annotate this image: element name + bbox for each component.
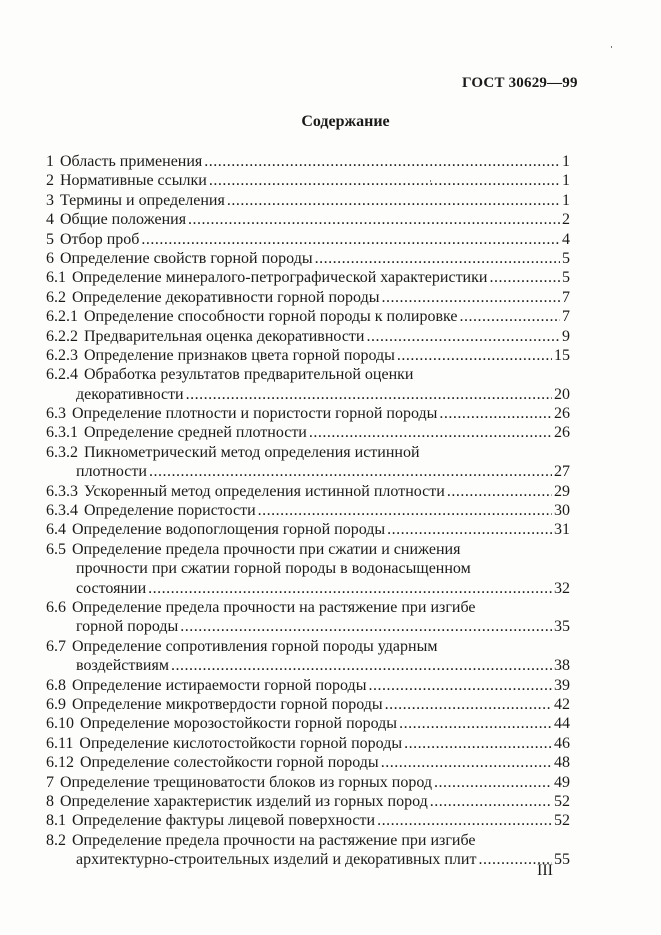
toc-section-number: 6.3.2 [46,443,78,461]
toc-page-number: 39 [554,676,570,694]
toc-section-number: 4 [46,211,54,229]
toc-entry-line [46,501,570,520]
toc-dot-leader [149,462,552,481]
toc-section-title: прочности при сжатии горной породы в водонасыщенном [76,560,471,578]
toc-page-number: 35 [554,618,570,636]
toc-section-title: Определение характеристик изделий из горных пород [60,792,428,810]
toc-entry [46,152,570,171]
toc-dot-leader [447,482,552,501]
toc-entry [46,734,570,753]
toc-section-number: 6.3.1 [46,424,78,442]
toc-entry-continuation [46,656,570,675]
toc-section-title: декоративности [76,385,184,403]
toc-entry [46,540,570,598]
toc-section-number: 6.8 [46,676,66,694]
toc-dot-leader [489,268,560,287]
toc-section-title: Определение солестойкости горной породы [80,754,379,772]
toc-section-title: Определение способности горной породы к полировке [84,308,458,326]
toc-entry [46,695,570,714]
toc-section-title: Отбор проб [60,230,140,248]
toc-section-number: 6.2.1 [46,308,78,326]
toc-dot-leader [315,249,560,268]
toc-dot-leader [141,230,560,249]
toc-section-title: Обработка результатов предварительной оценки [84,366,414,384]
toc-dot-leader [385,695,552,714]
toc-section-number: 6.5 [46,540,66,558]
toc-dot-leader [209,171,560,190]
toc-section-title: Определение кислотостойкости горной породы [79,734,403,752]
toc-section-number: 6.6 [46,598,66,616]
toc-page-number: 32 [554,579,570,597]
toc-entry [46,191,570,210]
toc-section-number: 6.2.4 [46,366,78,384]
toc-entry-line [46,288,570,307]
toc-section-number: 7 [46,773,54,791]
toc-entry-line [46,346,570,365]
toc-section-title: Нормативные ссылки [60,172,207,190]
toc-page-number: 46 [554,734,570,752]
toc-entry-line [46,191,570,210]
toc-entry [46,249,570,268]
toc-section-title: горной породы [76,618,179,636]
toc-page-number: 1 [562,191,570,209]
toc-dot-leader [430,792,552,811]
toc-entry-continuation [46,385,570,404]
toc-entry-line [46,598,570,617]
toc-entry-line [46,365,570,384]
toc-section-number: 3 [46,191,54,209]
toc-entry [46,423,570,442]
toc-dot-leader [459,307,560,326]
toc-entry [46,288,570,307]
toc-section-title: Определение признаков цвета горной породы [84,346,395,364]
toc-page-number: 38 [554,657,570,675]
toc-page-number: 4 [562,230,570,248]
toc-section-title: состоянии [76,579,147,597]
toc-entry-line [46,714,570,733]
toc-entry-line [46,753,570,772]
toc-entry-continuation [46,579,570,598]
toc-dot-leader [404,734,552,753]
toc-dot-leader [188,210,560,229]
toc-section-number: 2 [46,172,54,190]
toc-section-number: 6.2.3 [46,346,78,364]
toc-section-title: Определение предела прочности на растяжение при изгибе [72,598,476,616]
toc-section-number: 6 [46,249,54,267]
toc-section-title: Определение истираемости горной породы [72,676,367,694]
toc-entry [46,171,570,190]
toc-section-title: Определение предела прочности при сжатии и снижения [72,540,461,558]
toc-section-number: 6.3.4 [46,502,78,520]
toc-section-number: 6.3 [46,405,66,423]
toc-section-number: 6.3.3 [46,482,78,500]
toc-page-number: 31 [554,521,570,539]
scan-speck [611,46,612,48]
toc-section-title: воздействиям [76,657,169,675]
table-of-contents [46,152,570,869]
toc-dot-leader [204,152,560,171]
toc-entry [46,831,570,870]
toc-page-number: 15 [554,346,570,364]
toc-dot-leader [148,579,552,598]
toc-entry-line [46,773,570,792]
toc-entry-line [46,831,570,850]
toc-entry-line [46,268,570,287]
toc-section-title: Определение средней плотности [84,424,307,442]
toc-page-number: 49 [554,773,570,791]
toc-entry-line [46,695,570,714]
toc-section-number: 8.1 [46,812,66,830]
toc-page-number: 7 [562,308,570,326]
toc-entry [46,773,570,792]
toc-section-title: Определение минералого-петрографической характеристики [72,269,488,287]
toc-page-number: 26 [554,424,570,442]
toc-entry-line [46,307,570,326]
toc-section-number: 5 [46,230,54,248]
toc-entry [46,365,570,404]
toc-section-title: Определение декоративности горной породы [72,288,380,306]
toc-section-number: 6.2 [46,288,66,306]
toc-entry [46,676,570,695]
toc-entry-line [46,443,570,462]
toc-page-number: 48 [554,754,570,772]
toc-entry [46,482,570,501]
toc-section-title: Определение предела прочности на растяжение при изгибе [72,831,476,849]
toc-entry [46,404,570,423]
toc-entry-continuation [46,462,570,481]
toc-page-number: 2 [562,211,570,229]
toc-entry-line [46,210,570,229]
toc-entry-continuation [46,559,570,578]
toc-entry-line [46,637,570,656]
toc-section-number: 8 [46,792,54,810]
toc-entry [46,268,570,287]
toc-page-number: 26 [554,405,570,423]
toc-page-number: 1 [562,153,570,170]
toc-page-number: 27 [554,463,570,481]
toc-section-title: Определение трещиноватости блоков из горных пород [60,773,433,791]
toc-section-title: Ускоренный метод определения истинной плотности [84,482,445,500]
toc-section-title: Определение сопротивления горной породы ударным [72,637,438,655]
toc-entry-line [46,811,570,830]
toc-page-number: 44 [554,715,570,733]
toc-section-title: Предварительная оценка декоративности [84,327,365,345]
page-number: III [537,862,553,879]
toc-page-number: 52 [554,792,570,810]
toc-section-title: плотности [76,463,147,481]
toc-section-number: 6.9 [46,695,66,713]
toc-entry [46,346,570,365]
toc-section-title: Термины и определения [60,191,225,209]
toc-entry-line [46,482,570,501]
toc-entry [46,501,570,520]
scan-speck [430,180,431,182]
toc-dot-leader [387,520,552,539]
toc-entry-continuation [46,850,570,869]
toc-entry [46,792,570,811]
toc-dot-leader [186,385,552,404]
toc-entry [46,753,570,772]
page-title: Содержание [301,113,390,130]
toc-section-title: Пикнометрический метод определения истинной [84,443,420,461]
toc-dot-leader [171,656,552,675]
toc-section-number: 6.10 [46,715,74,733]
toc-section-number: 1 [46,153,54,170]
toc-entry [46,598,570,637]
toc-entry [46,307,570,326]
toc-entry [46,811,570,830]
toc-page-number: 55 [554,851,570,869]
toc-dot-leader [377,811,552,830]
toc-entry-continuation [46,617,570,636]
toc-dot-leader [366,327,560,346]
toc-dot-leader [180,617,552,636]
toc-dot-leader [381,288,560,307]
toc-entry-line [46,230,570,249]
toc-section-number: 6.2.2 [46,327,78,345]
toc-section-title: Область применения [60,153,203,170]
toc-dot-leader [397,346,552,365]
toc-dot-leader [381,753,552,772]
toc-page-number: 7 [562,288,570,306]
toc-entry-line [46,792,570,811]
toc-section-number: 6.1 [46,269,66,287]
toc-entry-line [46,423,570,442]
toc-dot-leader [227,191,560,210]
toc-section-title: архитектурно-строительных изделий и декоративных плит [76,851,477,869]
toc-section-title: Определение плотности и пористости горной породы [72,405,438,423]
toc-page-number: 1 [562,172,570,190]
toc-entry-line [46,734,570,753]
toc-entry-line [46,520,570,539]
toc-dot-leader [434,773,552,792]
toc-page-number: 30 [554,502,570,520]
toc-entry-line [46,249,570,268]
toc-section-title: Определение микротвердости горной породы [72,695,383,713]
toc-page-number: 5 [562,249,570,267]
toc-page-number: 20 [554,385,570,403]
toc-section-number: 6.12 [46,754,74,772]
standard-designation: ГОСТ 30629—99 [462,75,578,91]
toc-section-number: 8.2 [46,831,66,849]
toc-section-number: 6.11 [46,734,74,752]
toc-dot-leader [439,404,552,423]
toc-page-number: 52 [554,812,570,830]
toc-entry-line [46,540,570,559]
toc-entry-line [46,327,570,346]
toc-page-number: 9 [562,327,570,345]
toc-entry [46,230,570,249]
toc-entry-line [46,404,570,423]
toc-entry-line [46,152,570,171]
toc-section-number: 6.7 [46,637,66,655]
toc-entry-line [46,676,570,695]
toc-entry [46,714,570,733]
toc-entry [46,327,570,346]
toc-section-title: Общие положения [60,211,187,229]
toc-dot-leader [258,501,552,520]
toc-entry [46,210,570,229]
toc-page-number: 42 [554,695,570,713]
toc-dot-leader [309,423,552,442]
toc-page-number: 29 [554,482,570,500]
toc-entry [46,637,570,676]
toc-section-title: Определение водопоглощения горной породы [72,521,386,539]
toc-dot-leader [399,714,552,733]
toc-section-number: 6.4 [46,521,66,539]
toc-section-title: Определение пористости [84,502,256,520]
toc-section-title: Определение свойств горной породы [60,249,313,267]
toc-entry-line [46,171,570,190]
toc-section-title: Определение морозостойкости горной породы [80,715,398,733]
toc-entry [46,443,570,482]
toc-entry [46,520,570,539]
toc-section-title: Определение фактуры лицевой поверхности [72,812,376,830]
toc-dot-leader [368,676,552,695]
toc-page-number: 5 [562,269,570,287]
